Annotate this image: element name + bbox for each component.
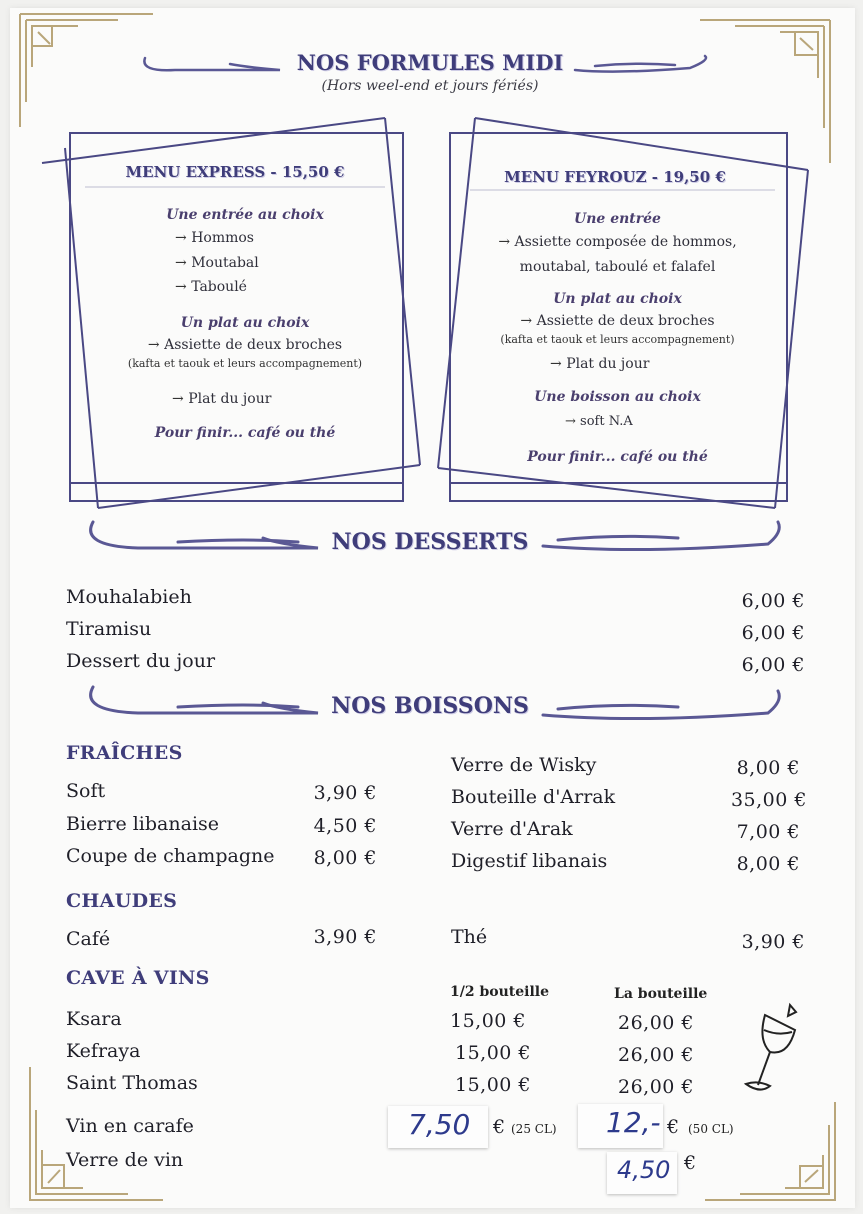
drink-price: 3,90 € bbox=[313, 782, 377, 804]
feyrouz-plat-item: → Assiette de deux broches bbox=[520, 313, 715, 329]
drink-name: Bouteille d'Arrak bbox=[451, 786, 616, 808]
feyrouz-entree-item: → Assiette composée de hommos, bbox=[498, 234, 737, 250]
wine-name: Ksara bbox=[66, 1008, 122, 1030]
feyrouz-boisson-head: Une boisson au choix bbox=[534, 389, 701, 405]
feyrouz-plat-jour: → Plat du jour bbox=[550, 356, 650, 372]
art-deco-corner-icon bbox=[700, 1100, 840, 1205]
drink-name: Café bbox=[66, 928, 111, 950]
dessert-price: 6,00 € bbox=[741, 622, 805, 644]
express-finir: Pour finir... café ou thé bbox=[154, 425, 336, 441]
express-entree-item: → Taboulé bbox=[175, 279, 247, 295]
feyrouz-plat-note: (kafta et taouk et leurs accompagnement) bbox=[500, 333, 735, 346]
wine-name: Saint Thomas bbox=[66, 1072, 198, 1094]
dessert-name: Dessert du jour bbox=[66, 650, 216, 672]
drink-price: 3,90 € bbox=[741, 931, 805, 953]
drink-name: Digestif libanais bbox=[451, 850, 608, 872]
wine-half-price: 15,00 € bbox=[455, 1042, 532, 1064]
formules-title: NOS FORMULES MIDI bbox=[296, 50, 564, 75]
wine-half-price: 15,00 € bbox=[450, 1010, 527, 1032]
express-entree-item: → Moutabal bbox=[175, 255, 259, 271]
formules-subtitle: (Hors weel-end et jours fériés) bbox=[321, 78, 539, 94]
desserts-title: NOS DESSERTS bbox=[331, 529, 529, 555]
wine-half-price: 15,00 € bbox=[455, 1074, 532, 1096]
carafe-25-unit: € bbox=[493, 1116, 506, 1138]
drink-price: 8,00 € bbox=[313, 847, 377, 869]
menu-feyrouz-title: MENU FEYROUZ - 19,50 € bbox=[504, 168, 726, 186]
carafe-50-unit: € bbox=[667, 1116, 680, 1138]
boissons-title: NOS BOISSONS bbox=[331, 693, 529, 719]
col-half-bottle: 1/2 bouteille bbox=[450, 984, 550, 1000]
verre-price: 4,50 bbox=[617, 1156, 671, 1184]
express-entree-item: → Hommos bbox=[175, 230, 254, 246]
feyrouz-entree-item-cont: moutabal, taboulé et falafel bbox=[519, 259, 716, 275]
feyrouz-plat-head: Un plat au choix bbox=[553, 291, 682, 307]
wine-glass-icon bbox=[740, 1000, 805, 1100]
drink-name: Verre de Wisky bbox=[451, 754, 597, 776]
dessert-price: 6,00 € bbox=[741, 654, 805, 676]
drink-price: 8,00 € bbox=[736, 853, 800, 875]
drink-price: 8,00 € bbox=[736, 757, 800, 779]
carafe-label: Vin en carafe bbox=[66, 1115, 194, 1137]
express-entree-head: Une entrée au choix bbox=[166, 207, 324, 223]
drink-name: Verre d'Arak bbox=[451, 818, 573, 840]
express-plat-item: → Assiette de deux broches bbox=[147, 337, 343, 353]
carafe-50-size: (50 CL) bbox=[688, 1122, 734, 1136]
carafe-25-size: (25 CL) bbox=[511, 1122, 557, 1136]
carafe-50-price: 12,- bbox=[606, 1106, 661, 1139]
wine-name: Kefraya bbox=[66, 1040, 141, 1062]
drink-name: Coupe de champagne bbox=[66, 845, 275, 867]
drink-price: 7,00 € bbox=[736, 821, 800, 843]
drink-name: Soft bbox=[66, 780, 106, 802]
dessert-price: 6,00 € bbox=[741, 590, 805, 612]
feyrouz-entree-head: Une entrée bbox=[574, 211, 661, 227]
express-plat-jour: → Plat du jour bbox=[172, 391, 272, 407]
carafe-25-price: 7,50 bbox=[408, 1108, 471, 1141]
dessert-name: Mouhalabieh bbox=[66, 586, 192, 608]
drink-price: 4,50 € bbox=[313, 815, 377, 837]
drink-name: Bierre libanaise bbox=[66, 813, 220, 835]
col-full-bottle: La bouteille bbox=[614, 986, 708, 1002]
fraiches-heading: FRAÎCHES bbox=[66, 742, 183, 764]
express-plat-note: (kafta et taouk et leurs accompagnement) bbox=[127, 357, 363, 370]
dessert-name: Tiramisu bbox=[66, 618, 152, 640]
wine-full-price: 26,00 € bbox=[618, 1044, 695, 1066]
wine-full-price: 26,00 € bbox=[618, 1076, 695, 1098]
menu-express-title: MENU EXPRESS - 15,50 € bbox=[125, 163, 345, 181]
drink-price: 3,90 € bbox=[313, 926, 377, 948]
drink-price: 35,00 € bbox=[730, 789, 807, 811]
express-plat-head: Un plat au choix bbox=[180, 315, 310, 331]
cave-vins-heading: CAVE À VINS bbox=[66, 967, 210, 989]
verre-label: Verre de vin bbox=[66, 1149, 184, 1171]
feyrouz-finir: Pour finir... café ou thé bbox=[527, 449, 708, 465]
feyrouz-boisson-item: → soft N.A bbox=[565, 414, 633, 429]
chaudes-heading: CHAUDES bbox=[66, 890, 178, 912]
verre-unit: € bbox=[684, 1152, 697, 1174]
wine-full-price: 26,00 € bbox=[618, 1012, 695, 1034]
drink-name: Thé bbox=[451, 926, 488, 948]
